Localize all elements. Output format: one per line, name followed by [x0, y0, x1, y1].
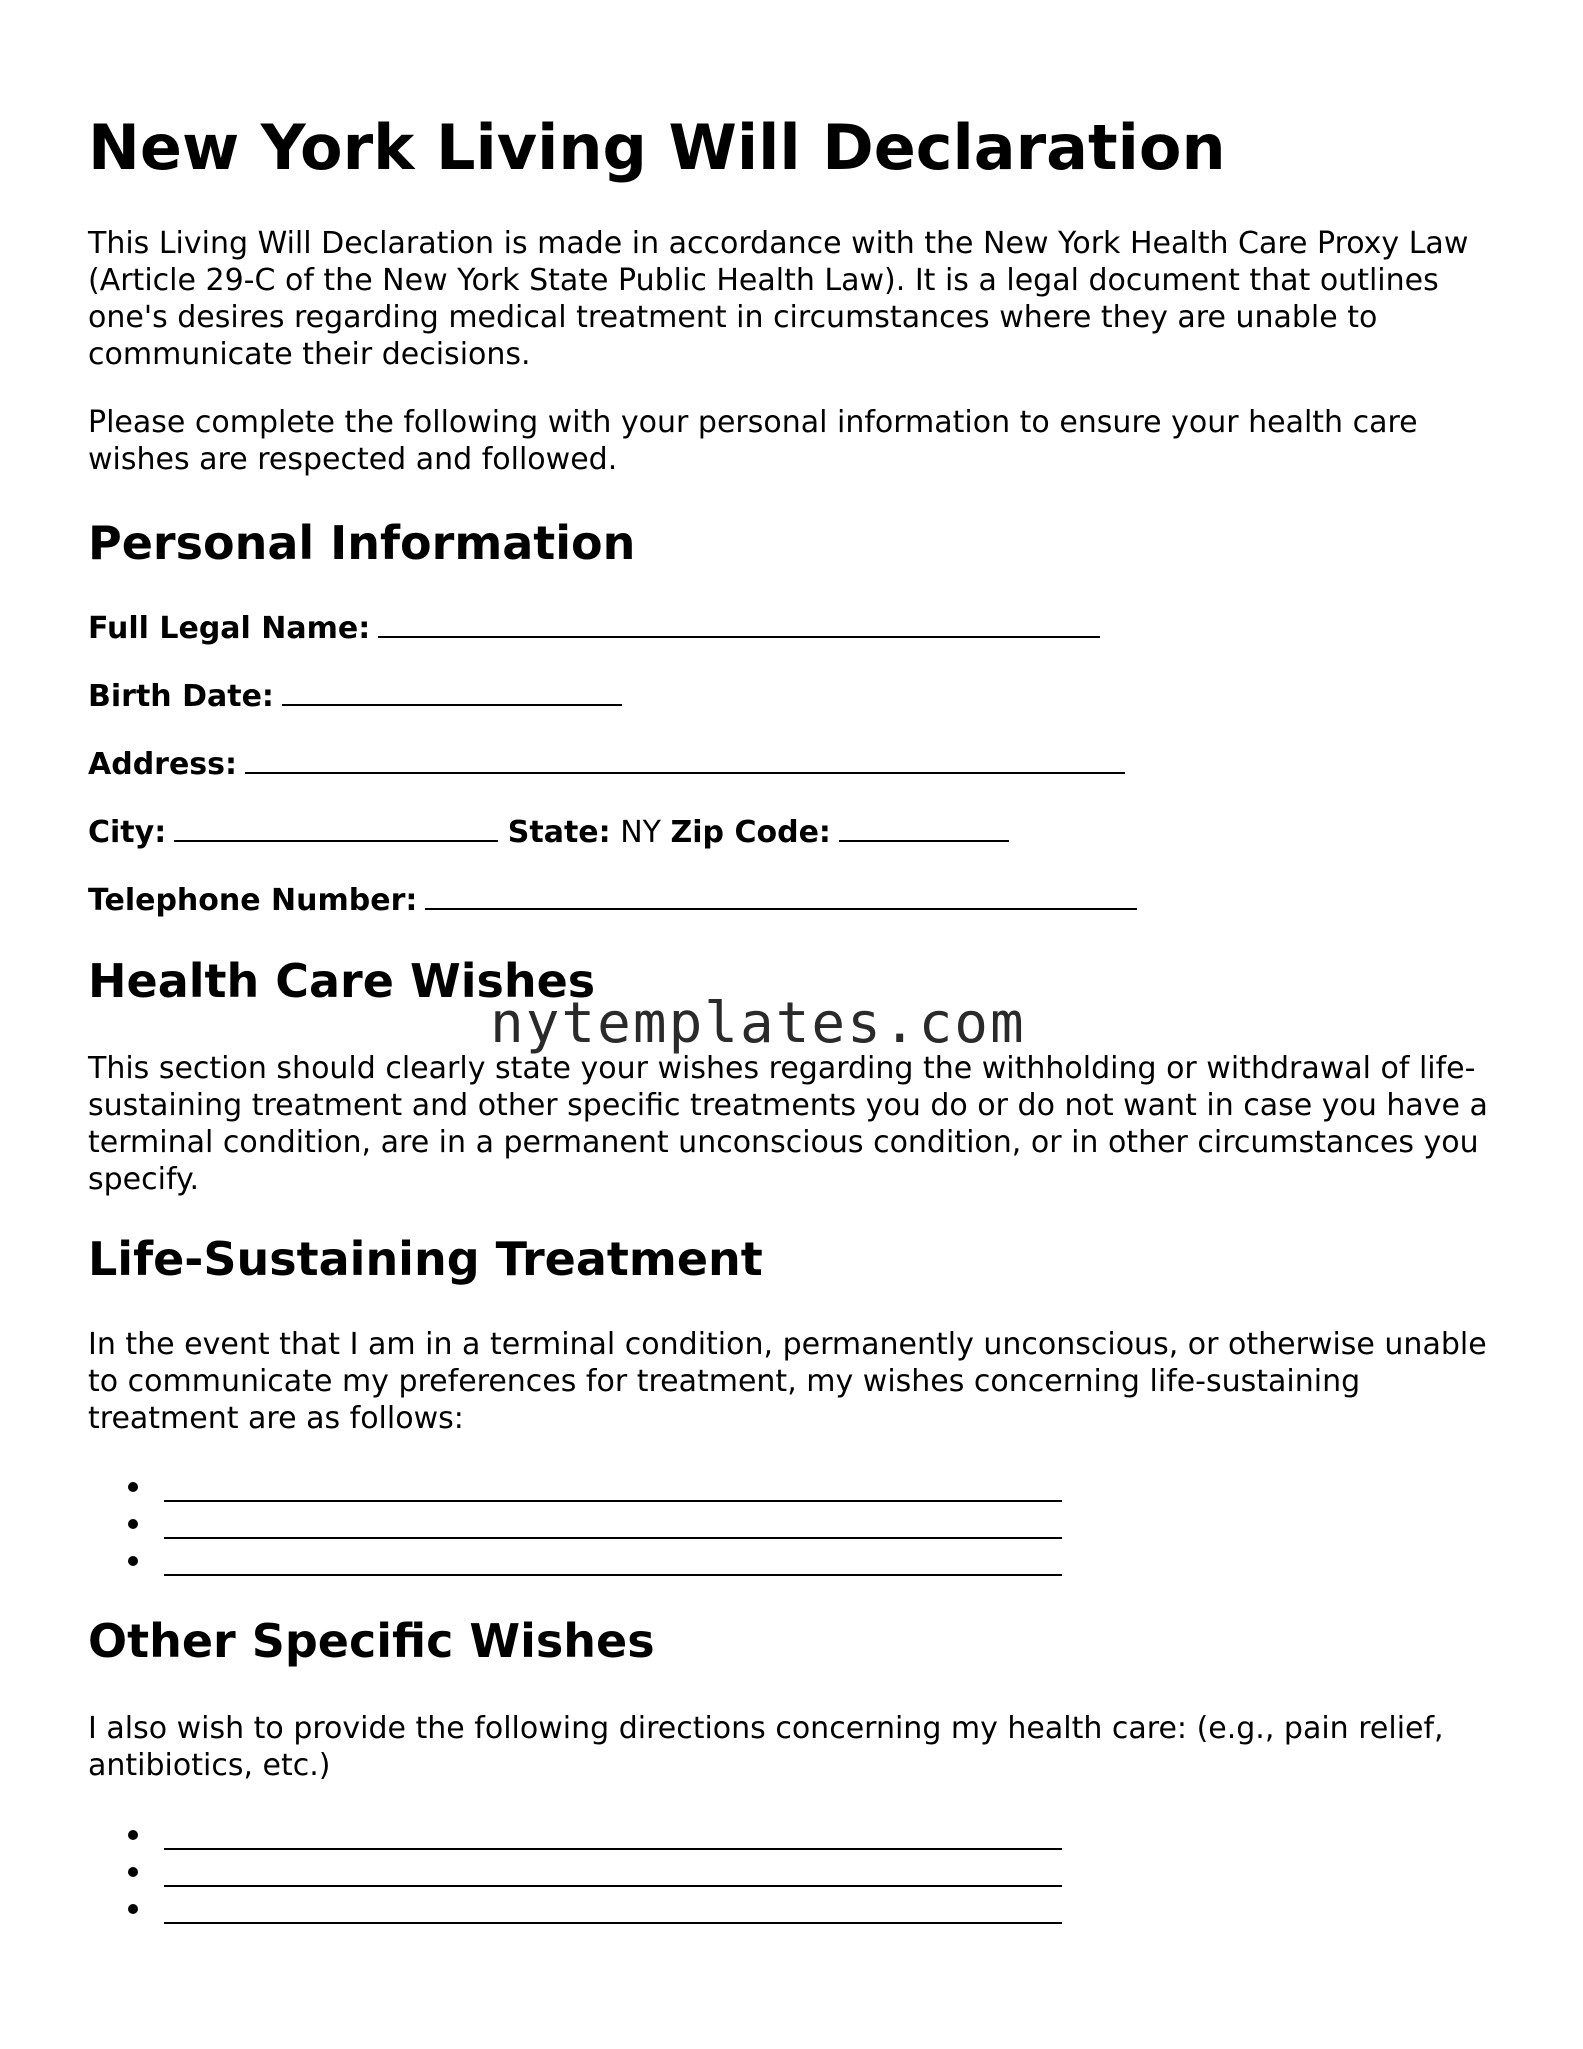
bullet-icon [128, 1482, 138, 1492]
birth-date-blank[interactable] [282, 678, 622, 706]
other-specific-wishes-heading: Other Specific Wishes [88, 1614, 655, 1668]
address-blank[interactable] [245, 746, 1125, 774]
list-item[interactable] [128, 1507, 164, 1544]
other-specific-wishes-blank-list [128, 1818, 164, 1929]
life-sustaining-treatment-paragraph: In the event that I am in a terminal condition, permanently unconscious, or otherwise unable to communicate my preferences for treatment, my wishes concerning life-sustaining treatment are as follows: [88, 1327, 1487, 1436]
list-item[interactable] [128, 1818, 164, 1855]
life-sustaining-treatment-heading: Life-Sustaining Treatment [88, 1232, 763, 1286]
full-legal-name-blank[interactable] [378, 610, 1100, 638]
city-label: City: [88, 815, 167, 850]
page-title: New York Living Will Declaration [88, 111, 1226, 184]
city-blank[interactable] [174, 814, 498, 842]
bullet-icon [128, 1867, 138, 1877]
list-item[interactable] [128, 1544, 164, 1581]
city-state-zip-field [88, 814, 1009, 851]
full-legal-name-field [88, 610, 1100, 647]
telephone-label: Telephone Number: [88, 883, 418, 918]
health-care-wishes-paragraph: This section should clearly state your wishes regarding the withholding or withdrawal of life-sustaining treatment and other specific treatments you do or do not want in case you have a terminal condition, are in a permanent unconscious condition, or in other circumstances you specify. [88, 1051, 1488, 1197]
bullet-icon [128, 1904, 138, 1914]
bullet-icon [128, 1556, 138, 1566]
address-label: Address: [88, 747, 238, 782]
birth-date-field [88, 678, 622, 715]
state-value: NY [620, 815, 661, 850]
zip-code-blank[interactable] [839, 814, 1009, 842]
full-legal-name-label: Full Legal Name: [88, 611, 371, 646]
bullet-icon [128, 1519, 138, 1529]
instruction-paragraph: Please complete the following with your personal information to ensure your health care wishes are respected and followed. [88, 405, 1418, 477]
list-item[interactable] [128, 1855, 164, 1892]
personal-information-heading: Personal Information [88, 516, 636, 570]
list-item-blank[interactable] [164, 1885, 1062, 1887]
birth-date-label: Birth Date: [88, 679, 274, 714]
list-item[interactable] [128, 1470, 164, 1507]
list-item[interactable] [128, 1892, 164, 1929]
bullet-icon [128, 1830, 138, 1840]
list-item-blank[interactable] [164, 1848, 1062, 1850]
life-sustaining-treatment-blank-list [128, 1470, 164, 1581]
zip-code-label: Zip Code: [670, 815, 831, 850]
other-specific-wishes-paragraph: I also wish to provide the following directions concerning my health care: (e.g., pain relief, antibiotics, etc.) [88, 1711, 1444, 1783]
watermark: nytemplates.com [490, 991, 1026, 1056]
health-care-wishes-heading: Health Care Wishes [88, 954, 596, 1008]
list-item-blank[interactable] [164, 1537, 1062, 1539]
list-item-blank[interactable] [164, 1500, 1062, 1502]
state-label: State: [507, 815, 611, 850]
address-field [88, 746, 1125, 783]
list-item-blank[interactable] [164, 1574, 1062, 1576]
intro-paragraph: This Living Will Declaration is made in accordance with the New York Health Care Proxy Law (Article 29-C of the New York State Public Health Law). It is a legal document that outlines one's desires regarding medical treatment in circumstances where they are unable to communicate their decisions. [88, 226, 1469, 372]
list-item-blank[interactable] [164, 1922, 1062, 1924]
telephone-blank[interactable] [425, 882, 1137, 910]
telephone-field [88, 882, 1137, 919]
